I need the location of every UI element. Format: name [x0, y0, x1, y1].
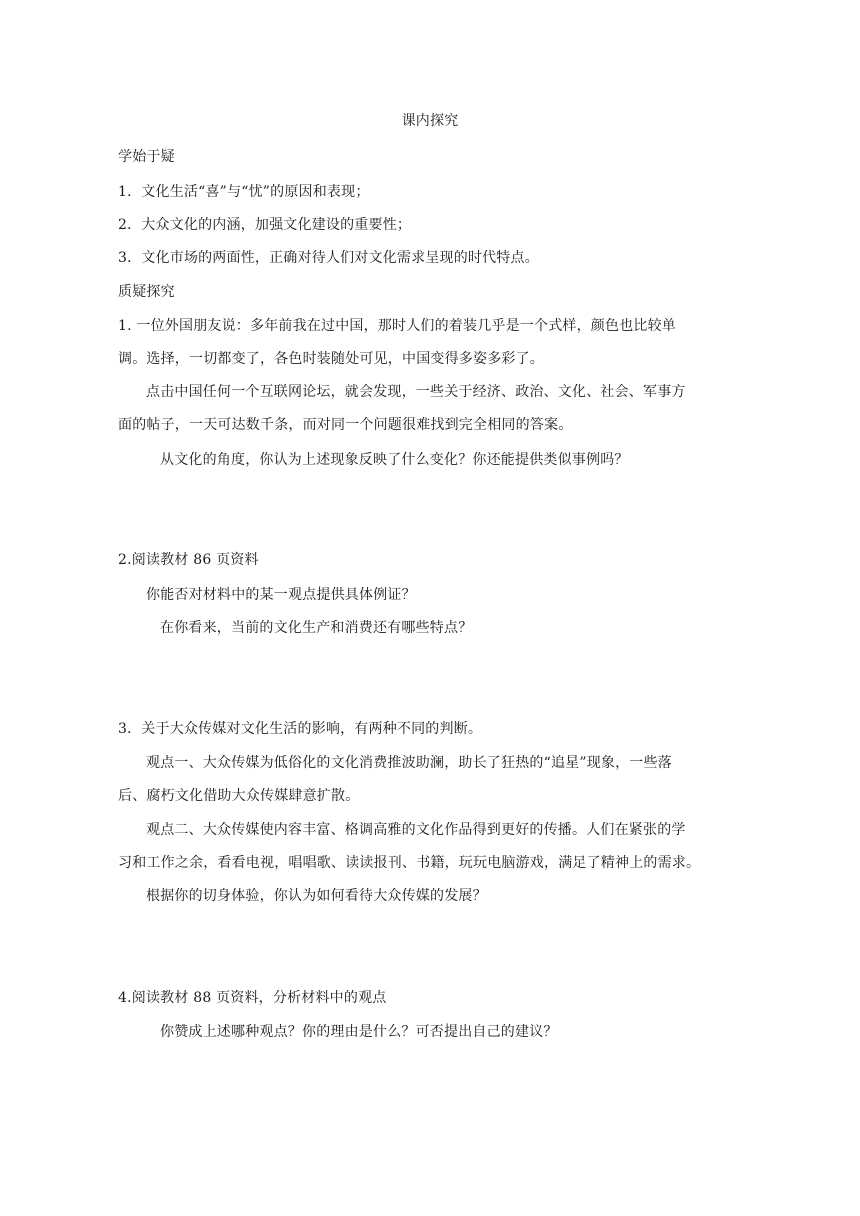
- section-heading-intro: 学始于疑: [118, 149, 175, 165]
- q3-heading: 3．关于大众传媒对文化生活的影响，有两种不同的判断。: [118, 721, 483, 737]
- q3-question: 根据你的切身体验，你认为如何看待大众传媒的发展？: [146, 888, 487, 904]
- q1-question: 从文化的角度，你认为上述现象反映了什么变化？你还能提供类似事例吗？: [160, 452, 629, 468]
- q1-paragraph-1-line-1: 1. 一位外国朋友说：多年前我在过中国，那时人们的着装几乎是一个式样，颜色也比较单: [118, 318, 677, 334]
- q4-question: 你赞成上述哪种观点？你的理由是什么？可否提出自己的建议？: [160, 1024, 558, 1040]
- q2-question-1: 你能否对材料中的某一观点提供具体例证？: [146, 587, 416, 603]
- q1-paragraph-2-line-2: 面的帖子，一天可达数千条，而对同一个问题很难找到完全相同的答案。: [118, 417, 573, 433]
- section-heading-inquiry: 质疑探究: [118, 284, 175, 300]
- q2-question-2: 在你看来，当前的文化生产和消费还有哪些特点？: [160, 620, 473, 636]
- q3-view-2-line-2: 习和工作之余，看看电视，唱唱歌、读读报刊、书籍，玩玩电脑游戏，满足了精神上的需求。: [118, 855, 701, 871]
- intro-item-2: 2．大众文化的内涵，加强文化建设的重要性；: [118, 217, 412, 233]
- intro-item-3: 3．文化市场的两面性，正确对待人们对文化需求呈现的时代特点。: [118, 250, 539, 266]
- page-title: 课内探究: [401, 113, 459, 129]
- q3-view-1-line-1: 观点一、大众传媒为低俗化的文化消费推波助澜，助长了狂热的“追星”现象，一些落: [146, 755, 672, 771]
- intro-item-1: 1．文化生活“喜”与“忧”的原因和表现；: [118, 184, 370, 200]
- q3-view-2-line-1: 观点二、大众传媒使内容丰富、格调高雅的文化作品得到更好的传播。人们在紧张的学: [146, 822, 686, 838]
- q2-heading: 2.阅读教材 86 页资料: [118, 552, 259, 568]
- q1-paragraph-1-line-2: 调。选择，一切都变了，各色时装随处可见，中国变得多姿多彩了。: [118, 351, 544, 367]
- q4-heading: 4.阅读教材 88 页资料，分析材料中的观点: [118, 990, 387, 1006]
- q1-paragraph-2-line-1: 点击中国任何一个互联网论坛，就会发现，一些关于经济、政治、文化、社会、军事方: [146, 384, 686, 400]
- q3-view-1-line-2: 后、腐朽文化借助大众传媒肆意扩散。: [118, 788, 360, 804]
